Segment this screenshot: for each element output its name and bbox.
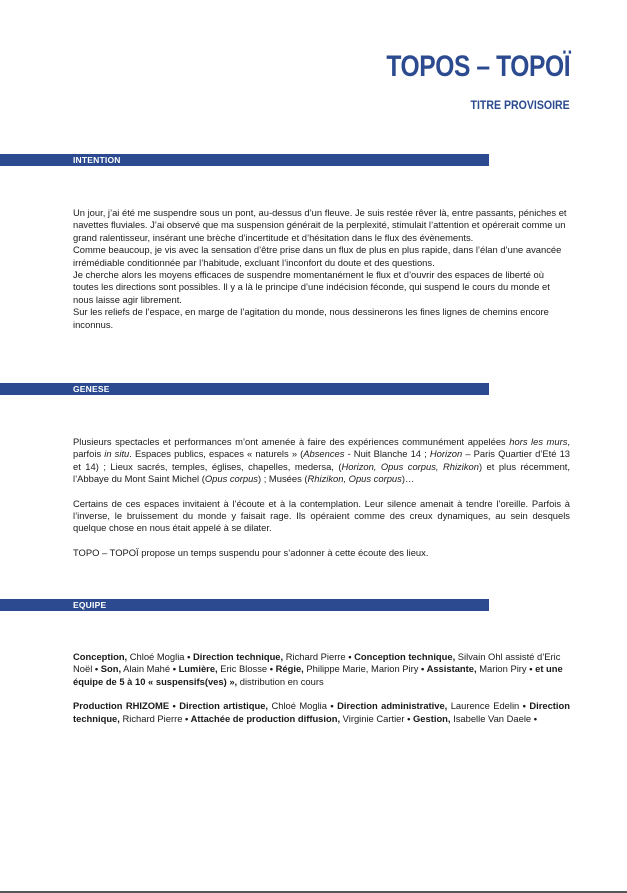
credit-role: • Direction technique,	[73, 700, 570, 724]
credit-name: Richard Pierre	[119, 712, 186, 724]
italic-span: Rhizikon, Opus corpus	[307, 473, 402, 485]
credit-name: Richard Pierre	[283, 651, 349, 662]
credit-role: Conception,	[73, 651, 128, 662]
genese-paragraph-3: TOPO – TOPOÏ propose un temps suspendu pour s’adonner à cette écoute des lieux.	[73, 546, 429, 558]
credits-paragraph-2	[73, 700, 570, 725]
credit-role: • Son,	[94, 663, 122, 675]
genese-paragraph-1	[73, 436, 570, 486]
italic-span: Horizon, Opus corpus, Rhizikon	[341, 460, 479, 472]
credit-role: • Lumière,	[172, 663, 218, 675]
credit-name: Alain Mahé	[121, 663, 173, 675]
credit-role: • Régie,	[269, 663, 304, 675]
text-span: ) ; Musées (	[258, 473, 308, 485]
credit-name: Isabelle Van Daele	[450, 712, 534, 724]
italic-span: Absences	[303, 448, 345, 460]
equipe-text	[73, 651, 570, 725]
credit-role: Production RHIZOME • Direction artistique,	[73, 700, 269, 712]
intention-paragraph: Je cherche alors les moyens efficaces de suspendre momentanément le flux et d’ouvrir des espaces de liberté où toutes les directions sont possibles. Il y a là le principe d’une indécision féconde, qui suspend le cours du monde et nous laisse agir librement.	[73, 269, 550, 305]
credit-role: •	[533, 712, 538, 724]
credit-role: • Direction technique,	[187, 651, 284, 662]
text-span: )…	[401, 473, 415, 485]
text-span: ) et plus récemment, l’Abbaye du Mont Saint Michel (	[73, 460, 570, 485]
text-span: Plusieurs spectacles et performances m’ont amenée à faire des expériences communément appelées	[73, 436, 510, 447]
text-span: , parfois	[73, 436, 570, 460]
intention-paragraph: Sur les reliefs de l’espace, en marge de l’agitation du monde, nous dessinerons les fines lignes de chemins encore inconnus.	[73, 306, 549, 330]
intention-text	[73, 207, 570, 331]
italic-span: hors les murs	[509, 436, 568, 447]
credit-name: Chloé Moglia	[268, 700, 331, 712]
text-span: – Paris Quartier d’Eté 13 et 14) ; Lieux sacrés, temples, églises, chapelles, medersa, (	[73, 448, 571, 472]
credit-role: • Direction administrative,	[330, 700, 448, 712]
intention-paragraph: Un jour, j’ai été me suspendre sous un pont, au-dessus d’un fleuve. Je suis restée rêver là, entre passants, péniches et navettes fluviales. J’ai observé que ma suspension générait de la perplexité, stimulait l’attention et opérerait comme un grand ralentisseur, insérant une brèche d’incertitude et d’hésitation dans le flux des évènements.	[73, 207, 567, 243]
credits-paragraph-1	[73, 651, 570, 688]
credit-name: Silvain Ohl assisté d’Eric Noël	[73, 651, 561, 675]
italic-span: Horizon	[429, 448, 463, 460]
page-title: TOPOS – TOPOÏ	[386, 50, 570, 83]
section-label-intention: INTENTION	[73, 155, 121, 165]
genese-text	[73, 436, 570, 559]
credit-name: Marion Piry	[476, 663, 530, 675]
section-header-intention	[0, 154, 489, 166]
section-label-equipe: EQUIPE	[73, 600, 107, 610]
credit-name: Chloé Moglia	[127, 651, 188, 662]
credit-name: Laurence Edelin	[447, 700, 523, 712]
text-span: . Espaces publics, espaces « naturels » (	[129, 448, 304, 460]
credit-name: Eric Blosse	[217, 663, 270, 675]
section-header-equipe	[0, 599, 489, 611]
italic-span: Opus corpus	[204, 473, 258, 485]
section-label-genese: GENESE	[73, 384, 110, 394]
genese-paragraph-2: Certains de ces espaces invitaient à l’écoute et à la contemplation. Leur silence amenait à tendre l’oreille. Parfois à l’inverse, le bruissement du monde y faisait rage. Ils opéraient comme des creux dynamiques, au sein desquels quelque chose en nous était appelé à se dilater.	[73, 497, 570, 534]
page-subtitle: TITRE PROVISOIRE	[470, 98, 570, 112]
credit-name: Virginie Cartier	[340, 712, 408, 724]
credit-name: distribution en cours	[237, 675, 324, 687]
italic-span: in situ	[104, 448, 130, 460]
credit-role: • et une équipe de 5 à 10 « suspensifs(ves) »,	[73, 663, 563, 687]
text-span: - Nuit Blanche 14 ;	[344, 448, 430, 460]
credit-role: • Conception technique,	[348, 651, 456, 662]
credit-role: • Assistante,	[421, 663, 477, 675]
intention-paragraph: Comme beaucoup, je vis avec la sensation d’être prise dans un flux de plus en plus rapide, dans l’élan d’une avancée irrémédiable conditionnée par l’habitude, excluant l’inconfort du doute et des questions.	[73, 244, 562, 268]
credit-role: • Attachée de production diffusion,	[185, 712, 341, 724]
credit-name: Philippe Marie, Marion Piry	[303, 663, 422, 675]
section-header-genese	[0, 383, 489, 395]
credit-role: • Gestion,	[407, 712, 451, 724]
